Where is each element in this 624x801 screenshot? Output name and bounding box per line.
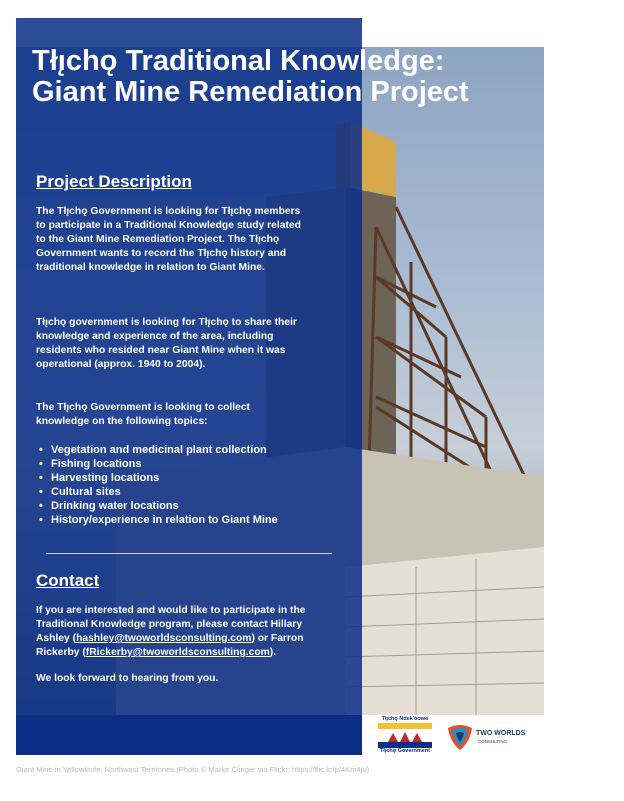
content-panel-footer — [16, 715, 362, 755]
tlicho-logo-top-text: Tłı̨chǫ Ndek'òowo — [381, 716, 429, 722]
topic-item: • Cultural sites — [36, 485, 336, 499]
two-worlds-subtitle: CONSULTING — [478, 739, 508, 744]
description-paragraph-3: The Tłı̨chǫ Government is looking to collect knowledge on the following topics: — [36, 402, 250, 427]
contact-text-1: If you are interested and would like to participate in the Traditional Knowledge program, please contact Hillary Ashley ( — [36, 605, 306, 644]
two-worlds-consulting-logo — [444, 720, 534, 752]
section-divider — [46, 553, 332, 554]
two-worlds-emblem-icon — [444, 720, 476, 752]
tlicho-emblem-icon — [378, 723, 432, 748]
contact-heading: Contact — [36, 571, 100, 590]
description-paragraph-2: Tłı̨chǫ government is looking for Tłı̨chǫ to share their knowledge and experience of the area, including residents who resided near Giant Mine when it was operational (approx. 1940 to 2004). — [36, 317, 297, 370]
contact-paragraph — [36, 604, 336, 660]
topic-item: • Harvesting locations — [36, 471, 336, 485]
project-description-heading: Project Description — [36, 172, 192, 191]
page-title: Tłı̨chǫ Traditional Knowledge: Giant Mine Remediation Project — [32, 45, 469, 108]
topic-item: • Fishing locations — [36, 457, 336, 471]
closing-line: We look forward to hearing from you. — [36, 673, 219, 684]
topic-item: • History/experience in relation to Giant Mine — [36, 513, 336, 527]
photo-caption: Giant Mine in Yellowknife, Northwest Territories (Photo © Marke Clinger via Flickr: https://flic.kr/p/4Km4ju) — [16, 765, 370, 774]
topics-list — [36, 443, 336, 527]
contact-email-frickerby[interactable]: fRickerby@twoworldsconsulting.com — [85, 647, 270, 658]
tlicho-government-logo — [376, 716, 434, 754]
description-paragraph-1: The Tłı̨chǫ Government is looking for Tłı̨chǫ members to participate in a Traditional Knowledge study related to the Giant Mine Remediation Project. The Tłı̨chǫ Government wants to record the Tłı̨chǫ history and traditional knowledge in relation to Giant Mine. — [36, 206, 301, 273]
contact-text-3: ). — [269, 647, 277, 658]
contact-email-hashley[interactable]: hashley@twoworldsconsulting.com — [76, 633, 252, 644]
topic-item: • Drinking water locations — [36, 499, 336, 513]
contact-text-2: ) or Farron Rickerby ( — [36, 633, 304, 658]
topic-item: • Vegetation and medicinal plant collection — [36, 443, 336, 457]
tlicho-logo-bottom-text: Tłı̨chǫ Government — [379, 748, 431, 754]
two-worlds-name: TWO WORLDS — [476, 730, 526, 737]
